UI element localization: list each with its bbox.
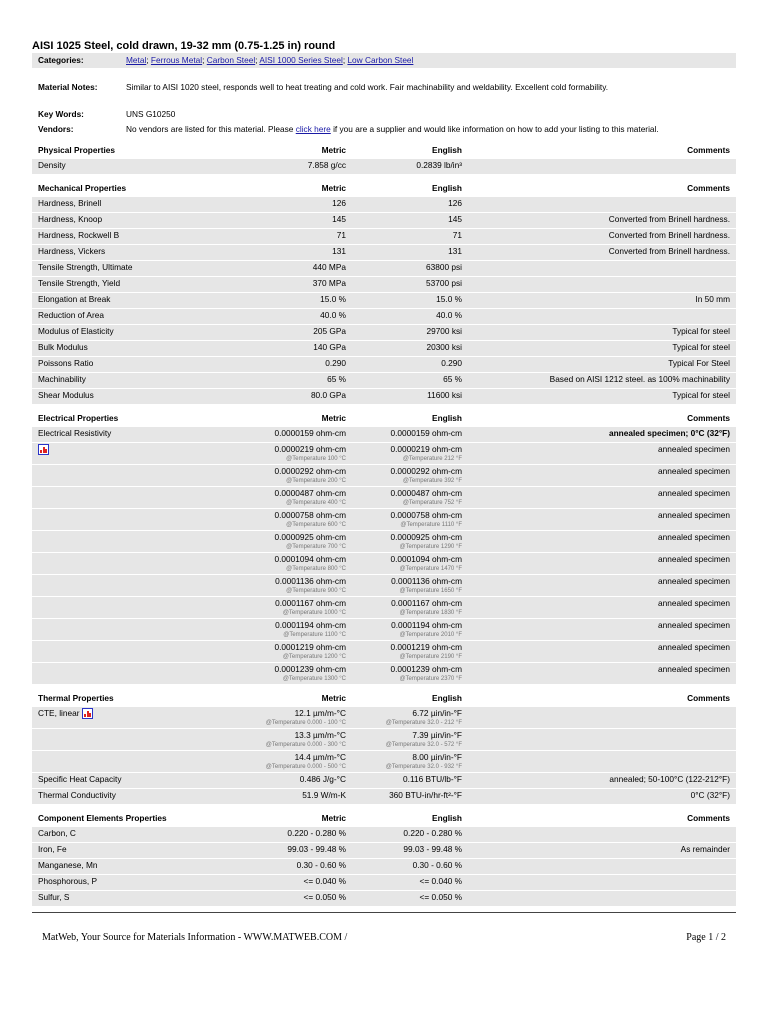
material-notes-row <box>32 80 736 95</box>
metric-column-header: Metric <box>321 145 346 155</box>
english-column-header: English <box>432 183 462 193</box>
property-name <box>32 509 242 531</box>
english-value <box>352 597 468 619</box>
property-name: Reduction of Area <box>32 309 242 325</box>
metric-value-text: 12.1 µm/m-°C <box>294 708 346 718</box>
property-name: Density <box>32 159 242 175</box>
property-row <box>32 389 736 405</box>
english-value <box>352 641 468 663</box>
metric-value: 145 <box>242 213 352 229</box>
property-name: Hardness, Knoop <box>32 213 242 229</box>
property-row <box>32 357 736 373</box>
english-value: <= 0.050 % <box>352 891 468 907</box>
categories-row <box>32 53 736 68</box>
property-name: Tensile Strength, Ultimate <box>32 261 242 277</box>
comments-column-header: Comments <box>687 183 730 193</box>
property-row <box>32 309 736 325</box>
click-here-link[interactable]: click here <box>295 124 331 134</box>
english-value-text: 0.0001239 ohm-cm <box>390 664 462 674</box>
property-comment: Typical for steel <box>468 341 736 357</box>
property-comment <box>468 875 736 891</box>
property-comment: annealed specimen; 0°C (32°F) <box>468 427 736 443</box>
property-comment: annealed specimen <box>468 443 736 465</box>
temperature-condition: @Temperature 752 °F <box>402 500 462 506</box>
property-comment: Converted from Brinell hardness. <box>468 245 736 261</box>
property-row <box>32 891 736 907</box>
temperature-condition: @Temperature 1470 °F <box>399 566 462 572</box>
property-row <box>32 597 736 619</box>
property-row <box>32 827 736 843</box>
metric-value: 99.03 - 99.48 % <box>242 843 352 859</box>
metric-value: 126 <box>242 197 352 213</box>
temperature-condition: @Temperature 600 °C <box>286 522 346 528</box>
property-row <box>32 531 736 553</box>
english-value: <= 0.040 % <box>352 875 468 891</box>
metric-value <box>242 619 352 641</box>
property-name <box>32 443 242 465</box>
property-comment: annealed specimen <box>468 465 736 487</box>
temperature-condition: @Temperature 1290 °F <box>399 544 462 550</box>
english-value <box>352 443 468 465</box>
temperature-condition: @Temperature 100 °C <box>286 456 346 462</box>
temperature-condition: @Temperature 800 °C <box>286 566 346 572</box>
property-name <box>32 641 242 663</box>
english-value-text: 0.0000219 ohm-cm <box>390 444 462 454</box>
property-row <box>32 373 736 389</box>
temperature-condition: @Temperature 32.0 - 572 °F <box>385 742 462 748</box>
property-comment: annealed specimen <box>468 487 736 509</box>
property-row <box>32 553 736 575</box>
metric-column-header: Metric <box>321 183 346 193</box>
english-value <box>352 509 468 531</box>
physical-section-header <box>32 137 736 159</box>
temperature-condition: @Temperature 32.0 - 932 °F <box>385 764 462 770</box>
temperature-condition: @Temperature 2370 °F <box>399 676 462 682</box>
metric-value <box>242 729 352 751</box>
metric-value: 65 % <box>242 373 352 389</box>
metric-value-text: 0.0001239 ohm-cm <box>274 664 346 674</box>
property-name: Elongation at Break <box>32 293 242 309</box>
property-row <box>32 641 736 663</box>
notes-text: Similar to AISI 1020 steel, responds well to heat treating and cold work. Fair machinability and weldability. Excellent cold formability. <box>126 82 609 92</box>
temperature-condition: @Temperature 200 °C <box>286 478 346 484</box>
metric-value-text: 0.0000487 ohm-cm <box>274 488 346 498</box>
property-row <box>32 619 736 641</box>
metric-value <box>242 465 352 487</box>
component-section-title: Component Elements Properties <box>38 813 167 823</box>
english-value: 20300 ksi <box>352 341 468 357</box>
category-link-low-carbon[interactable]: Low Carbon Steel <box>347 55 414 65</box>
metric-column-header: Metric <box>321 413 346 423</box>
metric-value <box>242 641 352 663</box>
property-name: Hardness, Brinell <box>32 197 242 213</box>
property-row <box>32 843 736 859</box>
property-comment: annealed specimen <box>468 531 736 553</box>
metric-value <box>242 509 352 531</box>
metric-value: 131 <box>242 245 352 261</box>
property-comment: annealed; 50-100°C (122-212°F) <box>468 773 736 789</box>
english-value-text: 0.0000487 ohm-cm <box>390 488 462 498</box>
english-value: 126 <box>352 197 468 213</box>
electrical-section-header <box>32 405 736 428</box>
temperature-condition: @Temperature 1100 °C <box>283 632 346 638</box>
metric-value-text: 0.0000925 ohm-cm <box>274 532 346 542</box>
comments-column-header: Comments <box>687 413 730 423</box>
property-row <box>32 789 736 805</box>
property-comment <box>468 277 736 293</box>
property-row <box>32 443 736 465</box>
property-name: Thermal Conductivity <box>32 789 242 805</box>
property-comment: Typical for steel <box>468 325 736 341</box>
property-comment <box>468 159 736 175</box>
vendors-row <box>32 122 736 137</box>
property-name <box>32 597 242 619</box>
property-name: Electrical Resistivity <box>32 427 242 443</box>
temperature-condition: @Temperature 1200 °C <box>282 654 346 660</box>
english-value-text: 0.0000758 ohm-cm <box>390 510 462 520</box>
english-value-text: 0.0000925 ohm-cm <box>390 532 462 542</box>
metric-value: 140 GPa <box>242 341 352 357</box>
english-value: 11600 ksi <box>352 389 468 405</box>
property-name <box>32 553 242 575</box>
property-name: Tensile Strength, Yield <box>32 277 242 293</box>
metric-value: 0.486 J/g-°C <box>242 773 352 789</box>
property-comment: annealed specimen <box>468 575 736 597</box>
keywords-text: UNS G10250 <box>126 109 176 119</box>
metric-value <box>242 531 352 553</box>
comments-column-header: Comments <box>687 145 730 155</box>
metric-value: 71 <box>242 229 352 245</box>
temperature-condition: @Temperature 900 °C <box>286 588 346 594</box>
property-name <box>32 663 242 685</box>
temperature-condition: @Temperature 1110 °F <box>400 522 462 528</box>
comments-column-header: Comments <box>687 693 730 703</box>
categories-label: Categories: <box>32 53 120 68</box>
property-comment <box>468 729 736 751</box>
material-info-table <box>32 53 736 137</box>
property-comment <box>468 707 736 729</box>
english-value <box>352 531 468 553</box>
property-comment: annealed specimen <box>468 641 736 663</box>
property-name <box>32 575 242 597</box>
metric-value: 205 GPa <box>242 325 352 341</box>
metric-value <box>242 707 352 729</box>
property-comment <box>468 859 736 875</box>
property-comment <box>468 827 736 843</box>
property-comment: Converted from Brinell hardness. <box>468 213 736 229</box>
metric-value: 370 MPa <box>242 277 352 293</box>
property-comment: In 50 mm <box>468 293 736 309</box>
property-row <box>32 159 736 175</box>
english-value-text: 0.0001167 ohm-cm <box>391 598 462 608</box>
category-link-metal[interactable]: Metal <box>126 55 147 65</box>
metric-value <box>242 751 352 773</box>
english-value <box>352 487 468 509</box>
english-value: 63800 psi <box>352 261 468 277</box>
property-comment: As remainder <box>468 843 736 859</box>
property-name <box>32 729 242 751</box>
metric-value-text: 0.0001136 ohm-cm <box>275 576 346 586</box>
english-value: 65 % <box>352 373 468 389</box>
property-name: Specific Heat Capacity <box>32 773 242 789</box>
property-name: CTE, linear <box>32 707 242 729</box>
property-name <box>32 619 242 641</box>
property-name: Machinability <box>32 373 242 389</box>
vendors-label: Vendors: <box>38 124 74 134</box>
metric-value: 51.9 W/m-K <box>242 789 352 805</box>
property-row <box>32 277 736 293</box>
property-row <box>32 465 736 487</box>
metric-column-header: Metric <box>321 693 346 703</box>
temperature-condition: @Temperature 2190 °F <box>399 654 462 660</box>
metric-value: 0.30 - 0.60 % <box>242 859 352 875</box>
property-row <box>32 751 736 773</box>
english-value-text: 6.72 µin/in-°F <box>412 708 462 718</box>
property-row <box>32 707 736 729</box>
property-name <box>32 531 242 553</box>
property-comment: Converted from Brinell hardness. <box>468 229 736 245</box>
metric-value: 80.0 GPa <box>242 389 352 405</box>
property-row <box>32 875 736 891</box>
english-value-text: 0.0001136 ohm-cm <box>391 576 462 586</box>
property-name <box>32 465 242 487</box>
english-column-header: English <box>432 413 462 423</box>
english-value <box>352 575 468 597</box>
metric-value: 15.0 % <box>242 293 352 309</box>
temperature-condition: @Temperature 212 °F <box>402 456 462 462</box>
temperature-condition: @Temperature 0.000 - 300 °C <box>265 742 346 748</box>
property-row <box>32 729 736 751</box>
property-name: Shear Modulus <box>32 389 242 405</box>
notes-label: Material Notes: <box>38 82 98 92</box>
english-value: 0.290 <box>352 357 468 373</box>
metric-value <box>242 663 352 685</box>
metric-value: <= 0.040 % <box>242 875 352 891</box>
property-row <box>32 213 736 229</box>
english-value: 15.0 % <box>352 293 468 309</box>
mechanical-section-title: Mechanical Properties <box>38 183 127 193</box>
metric-value-text: 0.0001167 ohm-cm <box>275 598 346 608</box>
property-comment: annealed specimen <box>468 553 736 575</box>
english-column-header: English <box>432 813 462 823</box>
electrical-section-title: Electrical Properties <box>38 413 119 423</box>
metric-value-text: 0.0000219 ohm-cm <box>274 444 346 454</box>
property-name: Phosphorous, P <box>32 875 242 891</box>
property-comment: Based on AISI 1212 steel. as 100% machinability <box>468 373 736 389</box>
property-comment <box>468 751 736 773</box>
property-comment: Typical for steel <box>468 389 736 405</box>
english-value-text: 8.00 µin/in-°F <box>412 752 462 762</box>
property-name: Poissons Ratio <box>32 357 242 373</box>
metric-column-header: Metric <box>321 813 346 823</box>
property-row <box>32 293 736 309</box>
english-value: 0.2839 lb/in³ <box>352 159 468 175</box>
properties-table <box>32 137 736 907</box>
property-row <box>32 859 736 875</box>
english-value <box>352 465 468 487</box>
category-link-aisi-1000[interactable]: AISI 1000 Series Steel <box>259 55 343 65</box>
temperature-condition: @Temperature 392 °F <box>402 478 462 484</box>
temperature-condition: @Temperature 1300 °C <box>282 676 346 682</box>
metric-value-text: 0.0001094 ohm-cm <box>274 554 346 564</box>
metric-value: 0.0000159 ohm-cm <box>242 427 352 443</box>
thermal-section-title: Thermal Properties <box>38 693 114 703</box>
mechanical-section-header <box>32 175 736 198</box>
english-value: 145 <box>352 213 468 229</box>
metric-value: <= 0.050 % <box>242 891 352 907</box>
metric-value-text: 14.4 µm/m-°C <box>294 752 346 762</box>
english-value <box>352 619 468 641</box>
temperature-condition: @Temperature 0.000 - 100 °C <box>265 720 346 726</box>
property-name: Carbon, C <box>32 827 242 843</box>
property-comment: 0°C (32°F) <box>468 789 736 805</box>
english-value <box>352 553 468 575</box>
property-row <box>32 487 736 509</box>
english-value <box>352 751 468 773</box>
english-value: 99.03 - 99.48 % <box>352 843 468 859</box>
temperature-condition: @Temperature 1830 °F <box>399 610 462 616</box>
keywords-label: Key Words: <box>38 109 84 119</box>
english-value: 29700 ksi <box>352 325 468 341</box>
english-value: 0.116 BTU/lb-°F <box>352 773 468 789</box>
property-comment <box>468 309 736 325</box>
english-value-text: 7.39 µin/in-°F <box>412 730 462 740</box>
temperature-condition: @Temperature 1000 °C <box>282 610 346 616</box>
temperature-condition: @Temperature 0.000 - 500 °C <box>265 764 346 770</box>
property-name: Hardness, Vickers <box>32 245 242 261</box>
english-value: 53700 psi <box>352 277 468 293</box>
component-section-header <box>32 805 736 828</box>
english-value: 360 BTU-in/hr-ft²-°F <box>352 789 468 805</box>
english-value-text: 0.0001219 ohm-cm <box>390 642 462 652</box>
vendors-text: No vendors are listed for this material. Please click here if you are a supplier and would like information on how to add your listing to this material. <box>126 124 659 134</box>
metric-value: 7.858 g/cc <box>242 159 352 175</box>
property-row <box>32 575 736 597</box>
categories-list: Metal; Ferrous Metal; Carbon Steel; AISI 1000 Series Steel; Low Carbon Steel <box>120 53 736 68</box>
category-link-carbon-steel[interactable]: Carbon Steel <box>206 55 256 65</box>
property-comment: annealed specimen <box>468 663 736 685</box>
property-name: Bulk Modulus <box>32 341 242 357</box>
english-value-text: 0.0001094 ohm-cm <box>390 554 462 564</box>
property-name: Sulfur, S <box>32 891 242 907</box>
property-comment <box>468 197 736 213</box>
thermal-section-header <box>32 685 736 708</box>
datasheet <box>32 40 736 907</box>
english-value-text: 0.0001194 ohm-cm <box>391 620 462 630</box>
english-value: 40.0 % <box>352 309 468 325</box>
metric-value: 0.220 - 0.280 % <box>242 827 352 843</box>
property-comment: Typical For Steel <box>468 357 736 373</box>
metric-value <box>242 443 352 465</box>
property-comment <box>468 891 736 907</box>
property-name <box>32 751 242 773</box>
metric-value <box>242 553 352 575</box>
property-row <box>32 773 736 789</box>
comments-column-header: Comments <box>687 813 730 823</box>
metric-value: 40.0 % <box>242 309 352 325</box>
english-column-header: English <box>432 693 462 703</box>
property-comment: annealed specimen <box>468 509 736 531</box>
property-row <box>32 261 736 277</box>
property-row <box>32 341 736 357</box>
temperature-condition: @Temperature 700 °C <box>286 544 346 550</box>
category-link-ferrous-metal[interactable]: Ferrous Metal <box>150 55 203 65</box>
english-value: 131 <box>352 245 468 261</box>
metric-value-text: 0.0000758 ohm-cm <box>274 510 346 520</box>
property-name: Manganese, Mn <box>32 859 242 875</box>
property-name <box>32 487 242 509</box>
keywords-row <box>32 107 736 122</box>
property-comment: annealed specimen <box>468 597 736 619</box>
metric-value <box>242 487 352 509</box>
property-row <box>32 245 736 261</box>
temperature-condition: @Temperature 2010 °F <box>399 632 462 638</box>
property-row <box>32 229 736 245</box>
property-row <box>32 427 736 443</box>
english-column-header: English <box>432 145 462 155</box>
page-number: Page 1 / 2 <box>686 932 726 943</box>
physical-section-title: Physical Properties <box>38 145 116 155</box>
footer-divider <box>32 912 736 913</box>
metric-value: 0.290 <box>242 357 352 373</box>
property-comment <box>468 261 736 277</box>
english-value-text: 0.0000292 ohm-cm <box>390 466 462 476</box>
english-value <box>352 663 468 685</box>
property-comment: annealed specimen <box>468 619 736 641</box>
footer-source: MatWeb, Your Source for Materials Information - WWW.MATWEB.COM / <box>42 932 348 943</box>
page-title: AISI 1025 Steel, cold drawn, 19-32 mm (0.75-1.25 in) round <box>32 40 336 52</box>
english-value: 0.30 - 0.60 % <box>352 859 468 875</box>
english-value <box>352 729 468 751</box>
temperature-condition: @Temperature 400 °C <box>286 500 346 506</box>
metric-value-text: 13.3 µm/m-°C <box>294 730 346 740</box>
metric-value-text: 0.0000292 ohm-cm <box>274 466 346 476</box>
metric-value <box>242 597 352 619</box>
chart-icon[interactable] <box>38 444 49 455</box>
english-value: 71 <box>352 229 468 245</box>
property-row <box>32 509 736 531</box>
english-value: 0.0000159 ohm-cm <box>352 427 468 443</box>
english-value: 0.220 - 0.280 % <box>352 827 468 843</box>
metric-value <box>242 575 352 597</box>
chart-icon[interactable] <box>82 708 93 719</box>
temperature-condition: @Temperature 32.0 - 212 °F <box>385 720 462 726</box>
metric-value: 440 MPa <box>242 261 352 277</box>
temperature-condition: @Temperature 1650 °F <box>399 588 462 594</box>
property-name: Iron, Fe <box>32 843 242 859</box>
english-value <box>352 707 468 729</box>
property-row <box>32 663 736 685</box>
property-row <box>32 197 736 213</box>
property-row <box>32 325 736 341</box>
property-name: Hardness, Rockwell B <box>32 229 242 245</box>
metric-value-text: 0.0001219 ohm-cm <box>274 642 346 652</box>
metric-value-text: 0.0001194 ohm-cm <box>275 620 346 630</box>
property-name: Modulus of Elasticity <box>32 325 242 341</box>
